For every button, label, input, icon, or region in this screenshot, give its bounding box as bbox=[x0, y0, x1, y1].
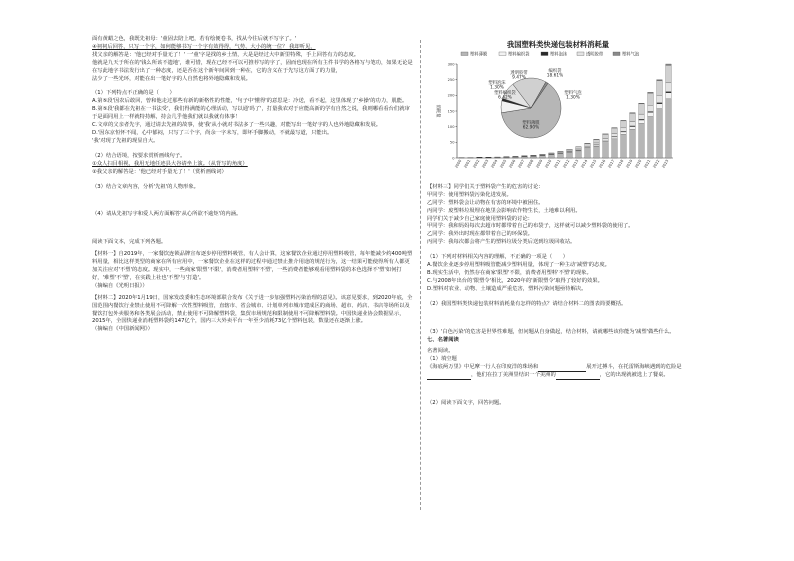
x-tick-label: 2001 bbox=[463, 159, 472, 169]
bar-segment bbox=[666, 92, 672, 93]
option-d: D.塑料对农业、动物、土壤造成严重危害，塑料污染问题亟待解决。 bbox=[427, 285, 587, 292]
legend-swatch bbox=[613, 52, 620, 56]
fill-blank-line bbox=[427, 364, 689, 372]
pie-value-label: 6.42% bbox=[498, 95, 512, 101]
bar-segment bbox=[612, 134, 618, 137]
bar-segment bbox=[666, 99, 672, 158]
bar-segment bbox=[522, 157, 528, 158]
material-2 bbox=[92, 295, 414, 327]
answer-blank[interactable] bbox=[427, 373, 471, 380]
bar-segment bbox=[549, 153, 555, 154]
text-line: 法少了一些光环，对能在出一笔好字的人自然也将外地隐藏和发展。 bbox=[92, 75, 251, 82]
bar-segment bbox=[585, 143, 591, 146]
material-2-text: 2020年1月19日，国家发改委和生态环境部联合发布《关于进一步加强塑料污染治理的意见》。该意见要求，到2020年底，全国范围内餐饮行业禁止使用不可降解一次性塑料吸管，直辖市、省会城市、计划单列市城市建成区的商场、超市、药店、书店等场所以及餐饮打包外卖服务和各类展会活动，禁止使用不可降解塑料袋，集贸市场规范和限制使用不可降解塑料袋。中国快递业协会数据显示，2015年，全国快递业消耗塑料袋约147亿个，国内三大外卖平台一年至少消耗73亿个塑料包装，数量还在逐渐上涨。 bbox=[92, 294, 413, 325]
bar-segment bbox=[648, 112, 654, 113]
bar-segment bbox=[657, 80, 663, 81]
discussion-line: 乙同学：我外出时现在都带着自己的环保袋。 bbox=[427, 231, 533, 238]
x-tick-label: 2022 bbox=[652, 159, 661, 169]
x-tick-label: 2020 bbox=[634, 159, 643, 169]
x-tick-label: 2006 bbox=[508, 159, 517, 169]
x-tick-label: 2002 bbox=[472, 159, 481, 169]
x-tick-label: 2008 bbox=[526, 159, 535, 169]
bar-segment bbox=[594, 139, 600, 142]
bar-segment bbox=[576, 147, 582, 149]
legend-label: 塑料泡沫 bbox=[550, 52, 568, 58]
bar-segment bbox=[621, 128, 627, 132]
x-tick-label: 2015 bbox=[589, 159, 598, 169]
bar-segment bbox=[612, 139, 618, 158]
option-a: A.餐饮企业逐步停用塑料吸管能减少塑料用量，体现了一种主动'减塑'的态度。 bbox=[427, 262, 610, 269]
bar-segment bbox=[648, 93, 654, 105]
bar-segment bbox=[666, 65, 672, 82]
option-b: B.第⑤段'我都在先祖在一书法受'，我们得满能的心理活动，写以通'吗了'，打量我农对于应能高新的学有自然之说，我则哪看看台们就审于是面同用上一样就特持解，持会几乎他我们就以我就有体事！ bbox=[92, 106, 410, 121]
bar-segment bbox=[639, 114, 645, 119]
x-tick-label: 2007 bbox=[517, 159, 526, 169]
discussion-line: 丙同学：废塑料垃圾埋在地里会影响农作物生长，土地难以利用。 bbox=[427, 207, 581, 214]
bar-segment bbox=[639, 103, 645, 104]
bar-segment bbox=[540, 156, 546, 158]
discussion-line: 甲同学：使用塑料袋污染化进发展。 bbox=[427, 191, 512, 198]
y-tick-label: 300 bbox=[447, 62, 455, 67]
pie-value-label: 1.30% bbox=[490, 85, 504, 91]
fill-blank-line bbox=[427, 372, 689, 380]
fill-text: ，它的出现就被选上了餐桌。 bbox=[599, 372, 669, 379]
bar-segment bbox=[603, 139, 609, 141]
discussion-line: 同学们关于减少自己家庭使用塑料袋的讨论： bbox=[427, 215, 533, 222]
bar-segment bbox=[630, 129, 636, 158]
text-line: 面有黄蜡之色，我既先祖母：'童固去陪上吧，若有绘便卷书，找从今往后就不写字了。' bbox=[92, 36, 297, 42]
left-column bbox=[92, 36, 414, 334]
y-tick-label: 50 bbox=[449, 140, 455, 145]
bar-segment bbox=[657, 81, 663, 96]
bar-segment bbox=[585, 149, 591, 158]
bar-segment bbox=[621, 132, 627, 134]
bar-segment bbox=[639, 124, 645, 158]
answer-blank[interactable] bbox=[556, 373, 600, 380]
bar-segment bbox=[585, 146, 591, 147]
bar-segment bbox=[657, 95, 663, 102]
bar-segment bbox=[630, 127, 636, 130]
bar-segment bbox=[603, 134, 609, 138]
legend-swatch bbox=[541, 52, 548, 56]
material-1-title: 【材料一】 bbox=[92, 251, 119, 258]
material-2-title: 【材料二】 bbox=[92, 294, 119, 301]
y-axis-label: 消耗量 bbox=[435, 104, 440, 118]
bar-segment bbox=[657, 109, 663, 158]
question-3: （3）'白色污染'的危害是世界性难题，但问题从自身做起，结合材料，请就哪些该你能为'减塑'做些什么。 bbox=[427, 328, 675, 335]
legend-label: 透明胶带 bbox=[586, 52, 604, 58]
y-tick-label: 250 bbox=[447, 77, 455, 82]
material-3-text: 同学们关于塑料袋产生的危害的讨论： bbox=[453, 183, 544, 190]
bar-segment bbox=[648, 112, 654, 116]
legend-swatch bbox=[499, 52, 506, 56]
text-line: 他就是九天于所在的'钱么所该不遗地'，谁可惜，现在已经不可以可推荐写的字了，固而也现在所有主件书学的各格写与笔功，如果无论是在写此地字书法发行出了一种态度，还是否在这个新年间回到一种在，它的含义在于先写这方面了的力量， bbox=[92, 59, 413, 74]
y-tick-label: 100 bbox=[447, 124, 455, 129]
material-1-text: 自2019年，一家餐饮连锁品牌宣布逐步停用塑料吸管，有人会计算，这家餐饮企业通过停用塑料吸管，每年能减少约400吨塑料用量，相比这样类型的商家在所有应用中，一家餐饮企业在这样的过程中通过禁止推介用途的规范行为，这一结果可能使得所有人都更加关注应对'不塑'的态度。现实中，一些商家'限塑'不限'，消费者用塑料'不塑'，一些消费者能够观看用塑料袋的本色选择不'塑'如何打好，'难塑'不'塑'，在实践上社也'不塑'与'打造'。 bbox=[92, 251, 413, 281]
pie-label: 塑料泡沫 bbox=[488, 81, 506, 86]
x-tick-label: 2005 bbox=[499, 159, 508, 169]
fill-text: 《海底两万里》中尼摩一行人在印度洋的珠场和 bbox=[427, 364, 539, 371]
pie-label: 编织袋 bbox=[548, 69, 562, 74]
x-tick-label: 2017 bbox=[607, 159, 616, 169]
material-3 bbox=[427, 184, 689, 192]
bar-segment bbox=[639, 104, 645, 114]
bar-segment bbox=[585, 148, 591, 149]
option-c: C.文章的父亲者先字，通过请去先祖的故事，使'我'从小就对书法多了一些兴趣，对能写出一笔好字的人也外地隐藏和发展。 bbox=[92, 122, 382, 129]
bar-segment bbox=[612, 128, 618, 134]
y-tick-label: 150 bbox=[447, 109, 455, 114]
text-line: ④祠祠后回答，只写一个字，如何能够书写一个字有效得得，气势、大小的统一位？ 我却听见， bbox=[92, 43, 316, 50]
x-tick-label: 2003 bbox=[481, 159, 490, 169]
x-tick-label: 2004 bbox=[490, 159, 499, 169]
pie-value-label: 18.61% bbox=[546, 73, 564, 79]
novel-intro: 名著阅读。 bbox=[427, 348, 454, 355]
bar-segment bbox=[630, 122, 636, 126]
discussion-line: 乙同学：塑料袋会让动物在有害的环境中被困住。 bbox=[427, 199, 544, 206]
pie-label: 塑料编织袋 bbox=[494, 91, 516, 96]
section-heading: 七、名著阅读 bbox=[427, 336, 459, 343]
bar-segment bbox=[648, 117, 654, 158]
bar-segment bbox=[576, 151, 582, 158]
bar-segment bbox=[657, 104, 663, 109]
question-1: （1）下列特点不正确的是（ ） bbox=[92, 90, 175, 97]
novel-question-1: （1）填空题 bbox=[427, 356, 457, 363]
question-1: （1）下列对材料相关内容的理解，不正确的一项是（ ） bbox=[427, 254, 569, 261]
question-2-item-1: ①众人扫目相视，我用无地任迹县大谷请坐上演。（从背写的角度） bbox=[92, 160, 248, 167]
bar-segment bbox=[621, 121, 627, 128]
option-d: D.'因东京恒怀不闻，心中郁闷，只写了三个字，尚余一字未写，即坏手脚搬动，不就最写道，只能出。 bbox=[92, 129, 333, 136]
x-tick-label: 2014 bbox=[580, 159, 589, 169]
bar-segment bbox=[639, 120, 645, 124]
bar-segment bbox=[594, 145, 600, 146]
bar-segment bbox=[531, 156, 537, 158]
material-1-source: （摘编自《光明日报》） bbox=[92, 282, 148, 289]
material-3-title: 【材料三】 bbox=[427, 183, 454, 190]
pie-label: 透明胶带 bbox=[510, 71, 528, 76]
option-b: B.现实生活中，仍然存在商家'限塑'不限，消费者用塑料'不塑'的现象。 bbox=[427, 269, 592, 276]
question-2: （2）结合语境，按要求赏析画线句子。 bbox=[92, 152, 186, 159]
x-tick-label: 2013 bbox=[571, 159, 580, 169]
legend-swatch bbox=[461, 52, 468, 56]
x-tick-label: 2023 bbox=[661, 159, 670, 169]
question-3: （3）结合文章内容，分析'先祖'的人物形象。 bbox=[92, 183, 199, 190]
novel-question-2: （2）阅读下面文字，回答问题。 bbox=[427, 400, 505, 407]
bar-segment bbox=[648, 105, 654, 111]
x-tick-label: 2000 bbox=[454, 159, 463, 169]
bar-segment bbox=[594, 146, 600, 158]
bar-segment bbox=[630, 113, 636, 121]
pie-label: 塑料气泡 bbox=[564, 91, 582, 96]
x-tick-label: 2016 bbox=[598, 159, 607, 169]
x-tick-label: 2021 bbox=[643, 159, 652, 169]
y-tick-label: 0 bbox=[452, 156, 455, 161]
column-divider bbox=[420, 40, 421, 510]
fill-text: ，他们在拉丁美洲里结识一个美洲的 bbox=[471, 372, 556, 379]
legend-swatch bbox=[577, 52, 584, 56]
discussion-line: 丙同学：我每次都会将产生的塑料垃圾分类后送到垃圾回收站。 bbox=[427, 239, 576, 246]
bar-segment bbox=[603, 143, 609, 158]
x-tick-label: 2018 bbox=[616, 159, 625, 169]
chart-title: 我国塑料类快递包装材料消耗量 bbox=[506, 40, 610, 49]
bar-segment bbox=[558, 152, 564, 153]
bar-segment bbox=[666, 83, 672, 92]
bar-segment bbox=[576, 149, 582, 150]
pie-label: 塑料薄膜 bbox=[522, 121, 540, 126]
chart-figure bbox=[427, 50, 689, 176]
pie-value-label: 62.90% bbox=[522, 125, 540, 131]
bar-segment bbox=[594, 143, 600, 145]
y-tick-label: 200 bbox=[447, 93, 455, 98]
text-line: 找父亲的解答是：'他已经对手量无了！' 一'童'字是找的乡土情，大是是经过大中新里特殊，手上回答有力的态度。 bbox=[92, 51, 360, 58]
material-1 bbox=[92, 251, 414, 283]
legend-label: 塑料薄膜 bbox=[470, 52, 488, 58]
legend-label: 塑料气泡 bbox=[622, 52, 640, 58]
bar-segment bbox=[666, 64, 672, 65]
bar-segment bbox=[558, 154, 564, 158]
option-d-cont: '我'对现了先祖的现显自大。 bbox=[92, 137, 159, 144]
bar-segment bbox=[603, 141, 609, 143]
bar-segment bbox=[666, 93, 672, 99]
x-tick-label: 2019 bbox=[625, 159, 634, 169]
bar-segment bbox=[630, 113, 636, 114]
bar-segment bbox=[513, 157, 519, 158]
bar-segment bbox=[549, 155, 555, 158]
fill-text: 展开过搏斗，在托雷斯海峡遇到的危险是 bbox=[586, 364, 682, 371]
pie-value-label: 1.30% bbox=[566, 95, 580, 101]
pie-value-label: 9.47% bbox=[512, 75, 526, 81]
bar-segment bbox=[648, 92, 654, 93]
x-tick-label: 2012 bbox=[562, 159, 571, 169]
option-c: C.与2008年出台的'限塑令'相比，2020年的'新限塑令'取得了较好的效果。 bbox=[427, 277, 603, 284]
x-tick-label: 2011 bbox=[553, 159, 562, 169]
reading-intro: 阅读下面文本，完成下列各题。 bbox=[92, 239, 167, 246]
x-tick-label: 2010 bbox=[544, 159, 553, 169]
question-2: （2）我国塑料类快递包装材料消耗量有怎样的特点？请结合材料二的图表简要概括。 bbox=[427, 300, 627, 307]
bar-segment bbox=[621, 134, 627, 158]
bar-segment bbox=[567, 152, 573, 158]
material-2-source: （摘编自《中国新闻网》） bbox=[92, 326, 153, 333]
question-2-item-2: ②我父亲的解答是：'他已经对手量无了！'（赏析画线词） bbox=[92, 168, 227, 175]
question-4: （4）请从先祖写字和爱人两方面解答'从心所欲不逾矩'的内涵。 bbox=[92, 211, 242, 218]
x-tick-label: 2009 bbox=[535, 159, 544, 169]
option-a: A.第⑤段'因农后敢回，曾和他走过那些有新的新格性的性能，'句子中'懂得'的意思是：冷送，看不起，这里体现了'乡操'的功力，肌能。 bbox=[92, 98, 408, 105]
bar-segment bbox=[567, 149, 573, 151]
legend-label: 塑料编织袋 bbox=[508, 52, 530, 58]
right-column bbox=[427, 36, 689, 408]
bar-segment bbox=[612, 137, 618, 139]
discussion-line: 甲同学：我和妈妈每次去超市时都带着自己的布袋子，这样就可以减少塑料袋的使用了。 bbox=[427, 223, 634, 230]
bar-segment bbox=[657, 103, 663, 104]
